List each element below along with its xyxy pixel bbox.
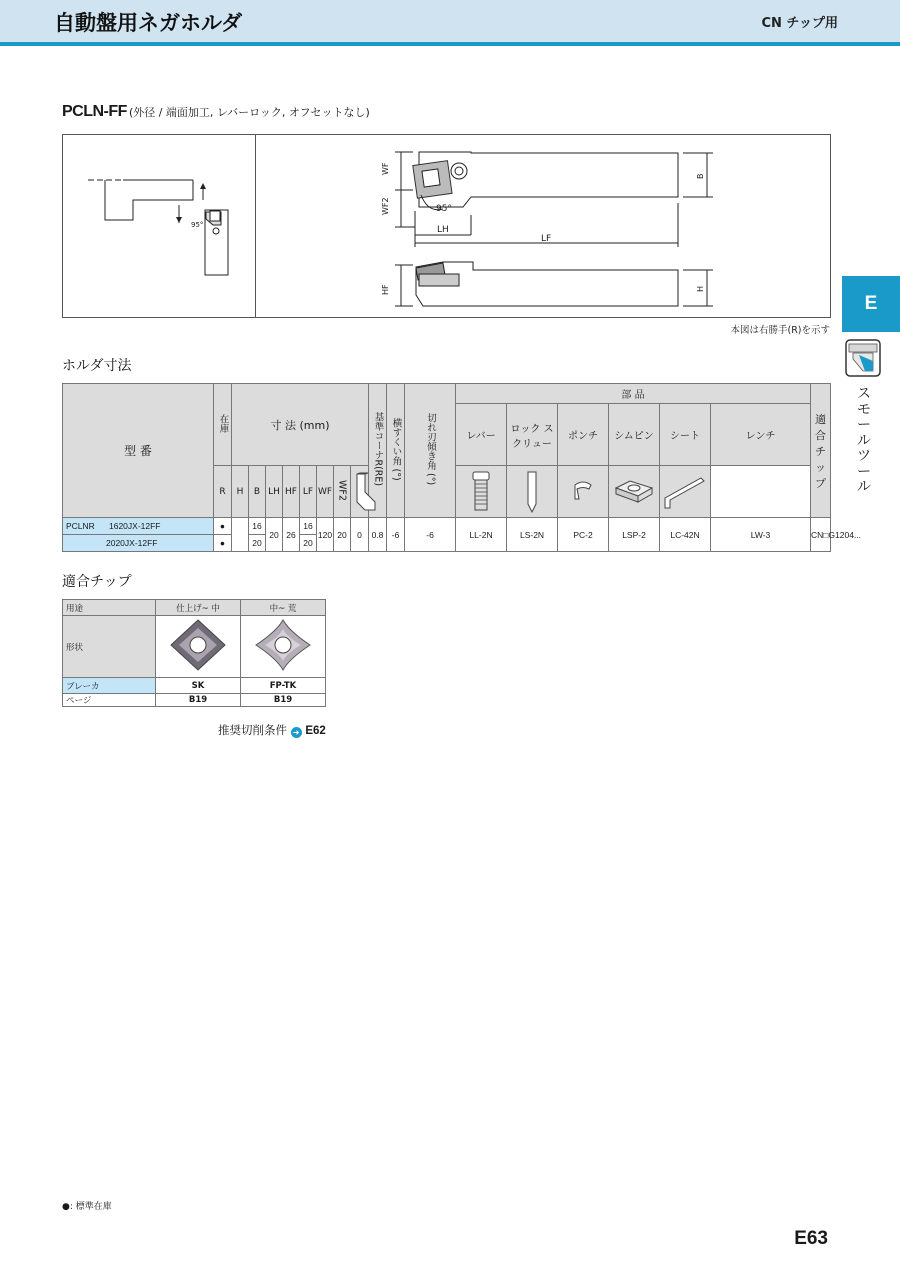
- wf-cell: 20: [334, 518, 351, 552]
- wrench-part-no: LW-3: [711, 518, 811, 552]
- shim-pin-image: [558, 466, 609, 518]
- insert-cell: CN□G1204...: [811, 518, 831, 552]
- breaker-sk: SK: [156, 678, 241, 694]
- part-lever: レバー: [456, 404, 507, 466]
- lh-cell: 26: [283, 518, 300, 552]
- product-heading: [62, 103, 370, 121]
- incl-header: 切れ刃傾き角 (°): [405, 384, 456, 518]
- wrench-image: [660, 466, 711, 518]
- page-subtitle: CN チップ用: [761, 16, 838, 31]
- dim-col-r: R: [214, 466, 232, 518]
- lf-label: LF: [541, 234, 552, 244]
- lever-part-no: LL-2N: [456, 518, 507, 552]
- hf-cell: 16: [300, 518, 317, 535]
- wf2-cell: 0: [351, 518, 369, 552]
- dim-col-h: H: [232, 466, 249, 518]
- dim-col-b: B: [249, 466, 266, 518]
- usage-rough: 中~ 荒: [241, 600, 326, 616]
- holder-section-title: ホルダ寸法: [62, 358, 132, 374]
- page-sk[interactable]: B19: [156, 694, 241, 707]
- part-shim-pin: シムピン: [609, 404, 660, 466]
- product-description: (外径 / 端面加工, レバーロック, オフセットなし): [128, 106, 370, 119]
- holder-diagram: [62, 134, 831, 318]
- parts-header: 部 品: [456, 384, 811, 404]
- part-seat: シート: [660, 404, 711, 466]
- section-tab[interactable]: E: [842, 276, 900, 332]
- stock-dot: ●: [214, 518, 232, 535]
- punch-image: [507, 466, 558, 518]
- part-lock-screw: ロック スクリュー: [507, 404, 558, 466]
- page-header: [0, 0, 900, 46]
- part-wrench: レンチ: [711, 404, 811, 466]
- page-fptk[interactable]: B19: [241, 694, 326, 707]
- seat-part-no: LC-42N: [660, 518, 711, 552]
- product-code: PCLN-FF: [62, 103, 127, 120]
- part-punch: ポンチ: [558, 404, 609, 466]
- insert-sk-image: [156, 616, 241, 678]
- h-cell: 20: [249, 535, 266, 552]
- page-label: ページ: [63, 694, 156, 707]
- wf2-label: WF2: [381, 197, 390, 215]
- usage-finish: 仕上げ~ 中: [156, 600, 241, 616]
- angle-label: 95°: [436, 204, 452, 214]
- recommended-conditions[interactable]: [218, 722, 326, 738]
- recommend-text: 推奨切削条件: [218, 723, 287, 737]
- insert-fptk-image: [241, 616, 326, 678]
- side-category-label: スモールツール: [857, 386, 871, 495]
- rake-header: 横すくい角 (°): [387, 384, 405, 518]
- holder-drawing: [63, 135, 831, 317]
- lock-screw-part-no: LS-2N: [507, 518, 558, 552]
- b-cell: 20: [266, 518, 283, 552]
- shim-pin-part-no: LSP-2: [609, 518, 660, 552]
- lf-cell: 120: [317, 518, 334, 552]
- re-cell: 0.8: [369, 518, 387, 552]
- hf-label: HF: [381, 284, 390, 295]
- page-number: E63: [794, 1228, 828, 1249]
- wf-label: WF: [381, 162, 390, 175]
- stock-footnote: ●: 標準在庫: [62, 1202, 112, 1212]
- model-header: 型 番: [63, 384, 214, 518]
- dim-col-wf: WF: [317, 466, 334, 518]
- dim-col-hf: HF: [283, 466, 300, 518]
- table-row: [63, 518, 831, 535]
- tool-category-icon: [845, 339, 881, 377]
- diagram-note: 本図は右勝手(R)を示す: [730, 325, 830, 336]
- incl-cell: -6: [405, 518, 456, 552]
- shape-label: 形状: [63, 616, 156, 678]
- insert-table: [62, 599, 326, 707]
- tips-section-title: 適合チップ: [62, 574, 132, 590]
- page-title: 自動盤用ネガホルダ: [54, 11, 243, 35]
- stock-dot: ●: [214, 535, 232, 552]
- small-angle-label: 95°: [191, 221, 204, 229]
- breaker-label: ブレーカ: [63, 678, 156, 694]
- model-cell[interactable]: 2020JX-12FF: [63, 535, 214, 552]
- rake-cell: -6: [387, 518, 405, 552]
- stock-header: 在庫: [214, 384, 232, 466]
- holder-dimension-table: [62, 383, 862, 552]
- arrow-right-icon: ➜: [291, 727, 302, 738]
- seat-image: [609, 466, 660, 518]
- model-cell[interactable]: PCLNR 1620JX-12FF: [63, 518, 214, 535]
- usage-label: 用途: [63, 600, 156, 616]
- lock-screw-image: [456, 466, 507, 518]
- r-cell: [232, 518, 249, 552]
- dim-col-lh: LH: [266, 466, 283, 518]
- lh-label: LH: [437, 225, 449, 235]
- h-cell: 16: [249, 518, 266, 535]
- punch-part-no: PC-2: [558, 518, 609, 552]
- hf-cell: 20: [300, 535, 317, 552]
- lever-image: [351, 466, 369, 518]
- re-header: 基準コーナR(RE): [369, 384, 387, 518]
- recommend-page[interactable]: E62: [305, 725, 326, 737]
- b-label: B: [696, 173, 705, 179]
- h-label: H: [696, 285, 705, 292]
- dim-col-lf: LF: [300, 466, 317, 518]
- insert-header: 適合チップ: [811, 384, 831, 518]
- breaker-fptk: FP-TK: [241, 678, 326, 694]
- dims-header: 寸 法 (mm): [232, 384, 369, 466]
- dim-col-wf2: WF2: [334, 466, 351, 518]
